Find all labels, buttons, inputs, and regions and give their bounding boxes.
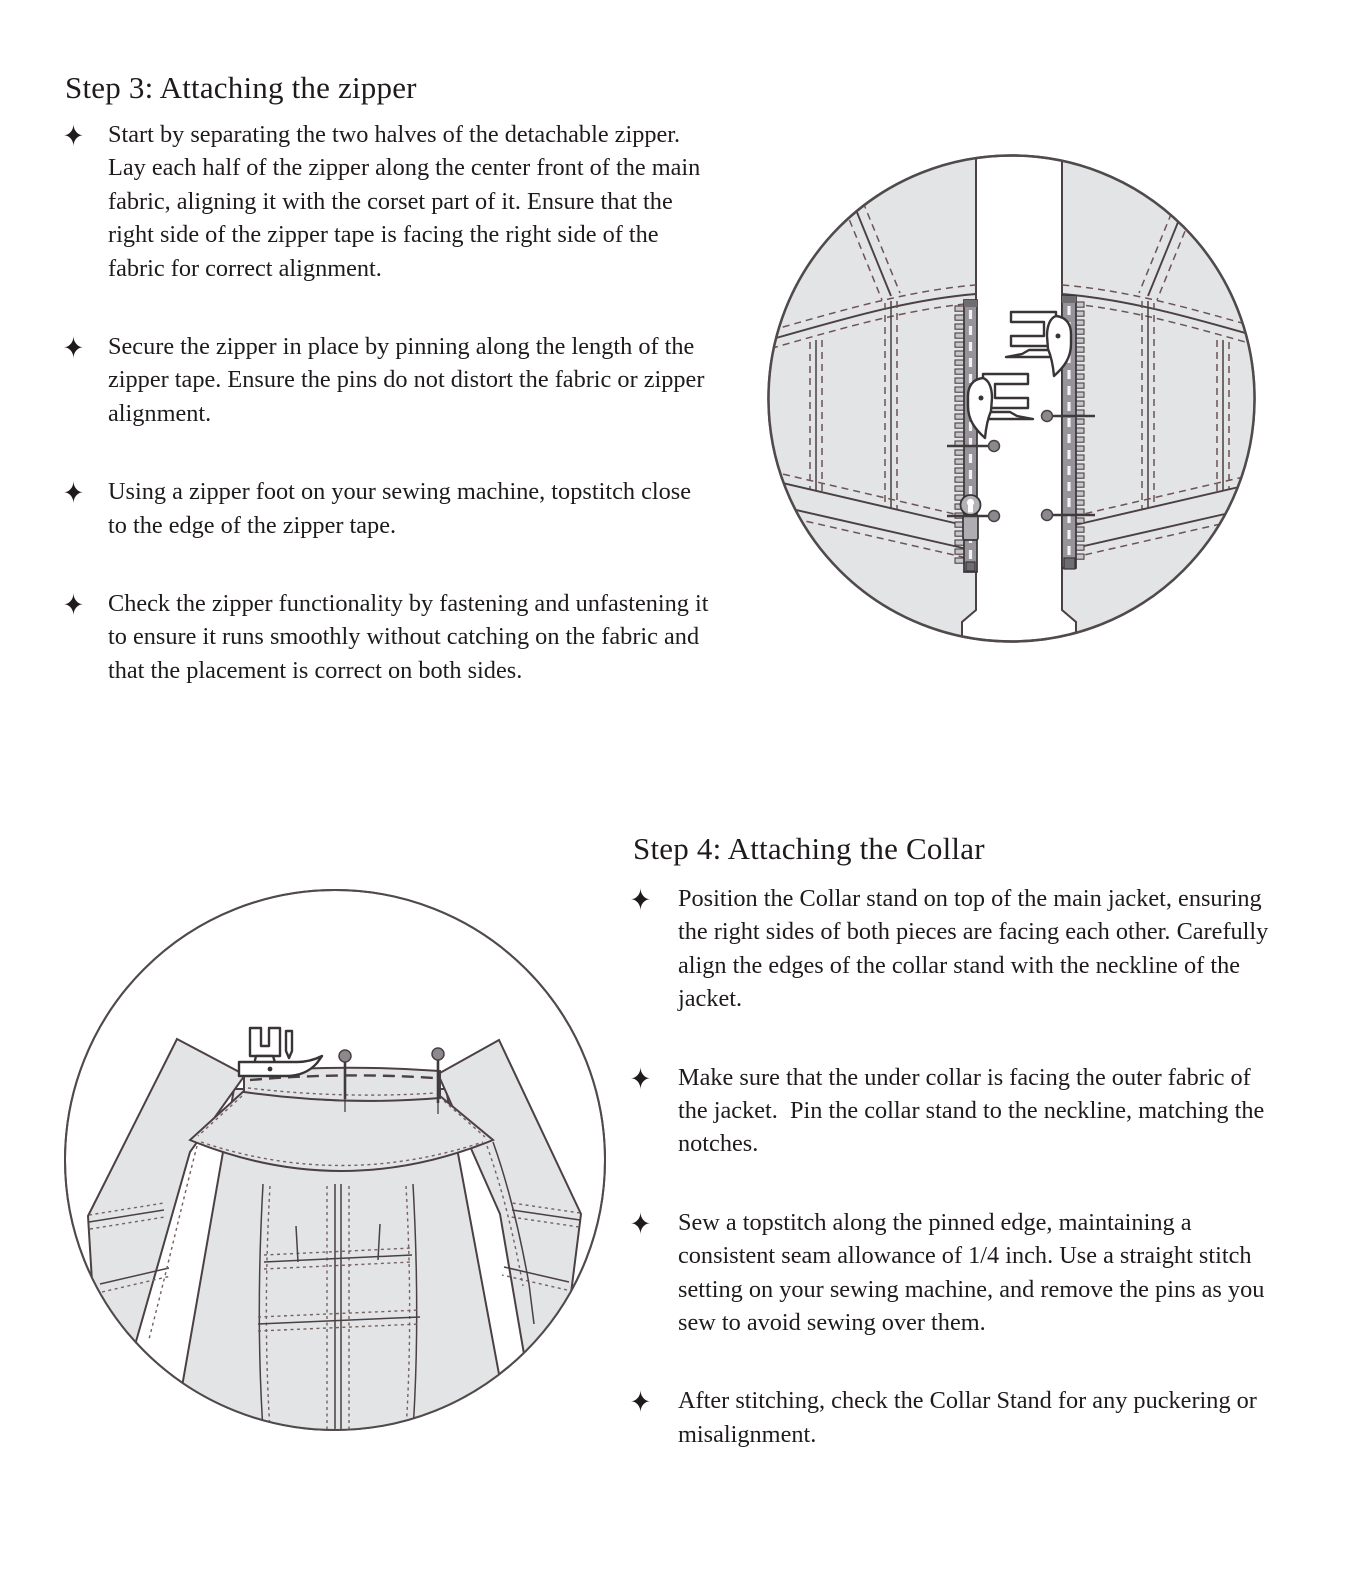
step3-heading: Step 3: Attaching the zipper <box>65 69 417 105</box>
instruction-text: Make sure that the under collar is facing the outer fabric of the jacket. Pin the collar stand to the neckline, matching the notches. <box>678 1063 1271 1158</box>
star-bullet-icon: ✦ <box>63 476 84 511</box>
instruction-text: After stitching, check the Collar Stand for any puckering or misalignment. <box>678 1387 1263 1448</box>
zipper-top-stop <box>964 300 977 307</box>
star-bullet-icon: ✦ <box>63 119 84 154</box>
instruction-text: Using a zipper foot on your sewing machine, topstitch close to the edge of the zipper tape. <box>108 478 698 539</box>
list-item <box>630 882 1275 1016</box>
list-item <box>630 1384 1270 1451</box>
step3-bullet-list <box>63 118 715 687</box>
star-bullet-icon: ✦ <box>63 331 84 366</box>
star-bullet-icon: ✦ <box>630 883 651 918</box>
step4-heading: Step 4: Attaching the Collar <box>633 830 985 866</box>
list-item <box>63 587 715 687</box>
list-item <box>63 330 711 430</box>
star-bullet-icon: ✦ <box>630 1061 651 1096</box>
step4-bullet-list <box>630 882 1275 1451</box>
jacket-right-front-panel <box>1062 150 1260 647</box>
instruction-text: Start by separating the two halves of the detachable zipper. Lay each half of the zipper along the center front of the main fabric, aligning it with the corset part of it. Ensure that the right side of the zipper tape is facing the right side of the fabric for correct alignment. <box>108 121 707 282</box>
star-bullet-icon: ✦ <box>63 588 84 623</box>
instruction-text: Secure the zipper in place by pinning along the length of the zipper tape. Ensure the pins do not distort the fabric or zipper alignment. <box>108 333 711 427</box>
star-bullet-icon: ✦ <box>630 1385 651 1420</box>
instruction-text: Check the zipper functionality by fastening and unfastening it to ensure it runs smoothly without catching on the fabric and that the placement is correct on both sides. <box>108 590 715 684</box>
zipper-top-stop <box>1062 296 1076 303</box>
zipper-bottom-stop <box>1064 558 1075 569</box>
list-item <box>630 1061 1270 1161</box>
zipper-illustration <box>763 150 1260 647</box>
jacket-left-front-panel <box>763 150 976 647</box>
instruction-text: Sew a topstitch along the pinned edge, maintaining a consistent seam allowance of 1/4 inch. Use a straight stitch setting on your sewing machine, and remove the pins as you sew to avoid sewing over them. <box>678 1208 1271 1337</box>
list-item <box>63 475 711 542</box>
list-item <box>63 118 711 285</box>
star-bullet-icon: ✦ <box>630 1206 651 1242</box>
collar-illustration <box>64 884 618 1438</box>
list-item <box>630 1206 1270 1340</box>
instruction-text: Position the Collar stand on top of the main jacket, ensuring the right sides of both pieces are facing each other. Carefully align the edges of the collar stand with the neckline of the jacket. <box>678 885 1275 1013</box>
